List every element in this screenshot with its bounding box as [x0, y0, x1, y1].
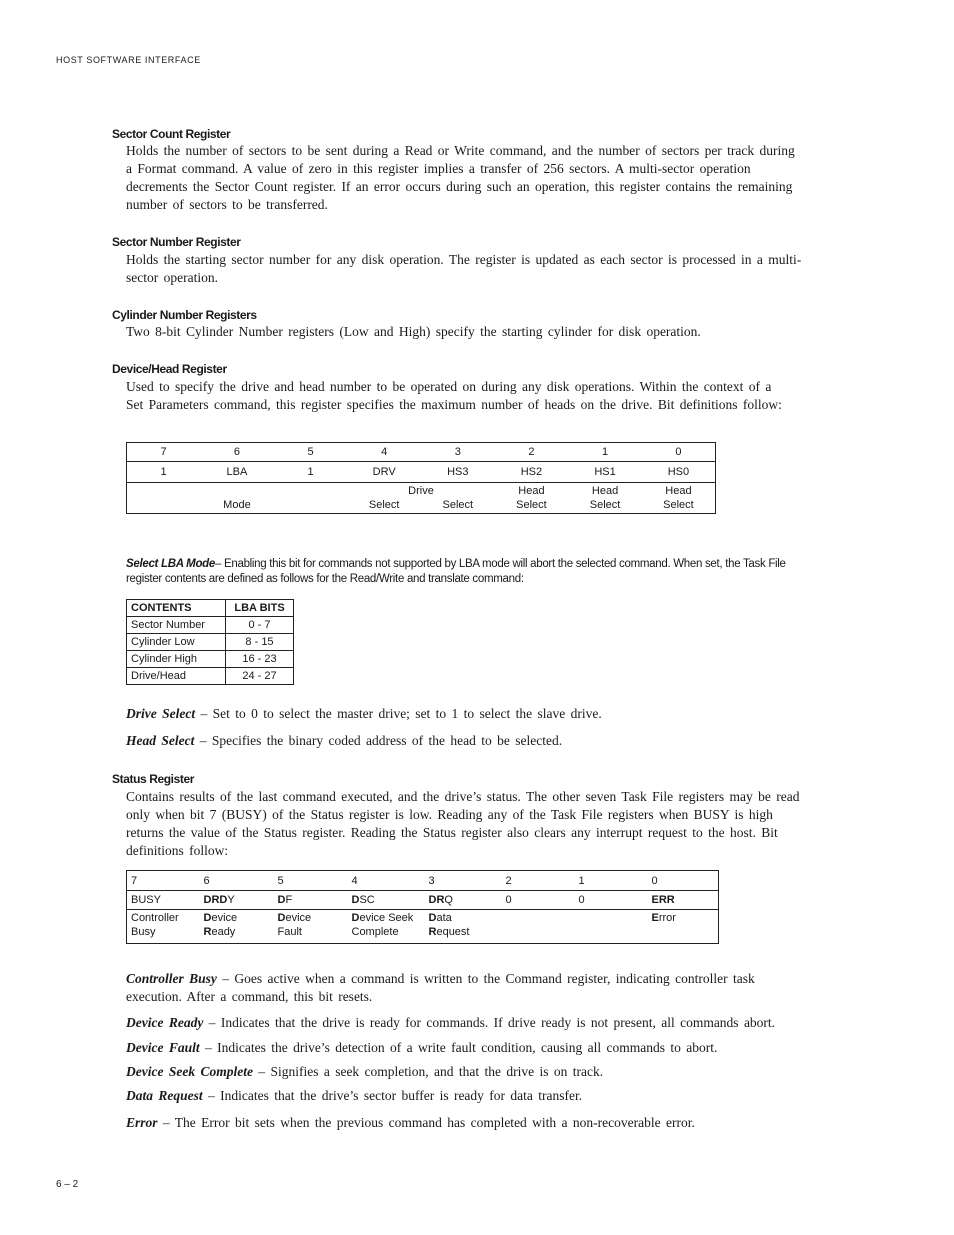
busy-desc-line1: Controller: [131, 912, 179, 924]
def-lead: Device Seek Complete: [126, 1064, 253, 1079]
status-def-device-fault: [126, 1039, 804, 1057]
sector-count-heading: Sector Count Register: [112, 127, 231, 141]
bit-cell: 2: [505, 874, 512, 887]
bit-cell: 0: [675, 446, 682, 458]
lba-header: LBA BITS: [226, 600, 294, 617]
lba-content: Sector Number: [127, 617, 226, 634]
desc-cell: [495, 483, 569, 514]
bit-cell: 2: [528, 446, 535, 458]
bit-cell: 1: [602, 446, 609, 458]
def-lead: Device Ready: [126, 1015, 204, 1030]
lba-content: Cylinder High: [127, 651, 226, 668]
mode-label: Mode: [223, 499, 251, 511]
desc-cell: [200, 483, 274, 514]
drq-rest: Q: [444, 894, 453, 906]
def-lead: Data Request: [126, 1088, 203, 1103]
def-text: – Indicates the drive’s detection of a write fault condition, causing all commands to abort.: [204, 1040, 718, 1055]
drive-select-lead: Drive Select: [126, 706, 196, 721]
busy-desc: [127, 910, 200, 944]
df-desc-b1: D: [277, 912, 286, 924]
drdy-bold: DRD: [203, 894, 228, 906]
busy-cell: BUSY: [127, 891, 200, 910]
sector-count-body: Holds the number of sectors to be sent during a Read or Write command, and the number of sectors per track during a Format command. A value of zero in this register implies a transfer of 256 sectors. A multi-sector operation decrements the Sector Count register. If an error occurs during such an operation, this register contains the remaining number of sectors to be transferred.: [126, 143, 795, 212]
df-bold: D: [277, 894, 286, 906]
dsc-desc: [348, 910, 425, 944]
value-cell: LBA: [200, 462, 274, 483]
bit-cell: 6: [233, 446, 240, 458]
err-bold: ERR: [651, 894, 675, 906]
drive-label: Drive: [408, 485, 434, 497]
sector-number-body: Holds the starting sector number for any disk operation. The register is updated as each sector is processed in a multi-sector operation.: [126, 252, 802, 285]
busy-desc-line2: Busy: [131, 926, 156, 938]
drive-select-labels: [347, 498, 494, 512]
head-label: Head: [518, 485, 545, 497]
df-desc: [274, 910, 348, 944]
bit-cell: 5: [307, 446, 314, 458]
lba-bits: 16 - 23: [226, 651, 294, 668]
def-lead: Device Fault: [126, 1040, 200, 1055]
head-select-lead: Head Select: [126, 733, 195, 748]
df-desc-r1: evice: [285, 912, 312, 924]
table-row: [127, 634, 294, 651]
dsc-cell: [348, 891, 425, 910]
drq-desc-r1: ata: [436, 912, 452, 924]
table-row: [127, 651, 294, 668]
df-rest: F: [285, 894, 293, 906]
dsc-rest: SC: [359, 894, 375, 906]
select-label: Select: [589, 499, 621, 511]
def-text: – Indicates that the drive’s sector buffer is ready for data transfer.: [208, 1088, 583, 1103]
status-bit-row: [127, 871, 719, 891]
bit-number-row: [127, 443, 716, 462]
bit-desc-row: [127, 483, 716, 514]
page-number: 6 – 2: [56, 1179, 79, 1190]
drive-select-def: [126, 705, 804, 723]
status-bit-table: [126, 870, 719, 944]
drdy-desc-r1: evice: [211, 912, 238, 924]
bit-cell: 1: [578, 874, 585, 887]
lba-header: CONTENTS: [127, 600, 226, 617]
lba-bits: 0 - 7: [226, 617, 294, 634]
cylinder-number-heading: Cylinder Number Registers: [112, 308, 257, 322]
device-head-body: Used to specify the drive and head number to be operated on during any disk operations. Within the context of a Set Parameters command, this register specifies the maximum number of heads on the drive. Bit definitions follow:: [126, 379, 782, 412]
select-lba-text: – Enabling this bit for commands not supported by LBA mode will abort the selected command. When set, the Task File register contents are defined as follows for the Read/Write and translate command:: [126, 558, 786, 585]
bit-value-row: [127, 462, 716, 483]
lba-header-row: [127, 600, 294, 617]
bit-cell: 6: [203, 874, 210, 887]
select-label: Select: [516, 499, 547, 511]
value-cell: HS2: [495, 462, 569, 483]
desc-cell: [127, 483, 201, 514]
drdy-desc-b1: D: [203, 912, 212, 924]
device-head-bit-table: [126, 442, 716, 514]
desc-cell: [274, 483, 348, 514]
dsc-bold: D: [351, 894, 360, 906]
status-value-row: [127, 891, 719, 910]
value-cell: 1: [274, 462, 348, 483]
status-def-controller-busy: [126, 970, 798, 1006]
drq-desc-r2: equest: [436, 926, 470, 938]
head-label: Head: [591, 485, 619, 497]
device-head-heading: Device/Head Register: [112, 362, 227, 376]
dsc-desc-r1: evice Seek: [359, 912, 414, 924]
def-lead: Controller Busy: [126, 971, 217, 986]
value-cell: HS1: [568, 462, 642, 483]
status-desc-row: [127, 910, 719, 944]
status-def-device-ready: [126, 1014, 804, 1032]
status-body: Contains results of the last command executed, and the drive’s status. The other seven Task File registers may be read only when bit 7 (BUSY) of the Status register is low. Reading any of the Task File registers when BUSY is high returns the value of the Status register. Reading the Status register also clears any interrupt request to the host. Bit definitions follow:: [126, 789, 800, 858]
lba-content: Cylinder Low: [127, 634, 226, 651]
sector-number-heading: Sector Number Register: [112, 235, 241, 249]
drdy-desc-b2: R: [203, 926, 212, 938]
bit-cell: 3: [428, 874, 435, 887]
drive-select-text: – Set to 0 to select the master drive; set to 1 to select the slave drive.: [200, 706, 602, 721]
df-cell: [274, 891, 348, 910]
err-desc-r: rror: [658, 912, 676, 924]
bit-cell: 7: [160, 446, 167, 458]
drq-desc-b2: R: [428, 926, 437, 938]
def-text: – Signifies a seek completion, and that the drive is on track.: [258, 1064, 604, 1079]
table-row: [127, 617, 294, 634]
head-select-def: [126, 732, 804, 750]
drq-bold: DR: [428, 894, 445, 906]
lba-table: [126, 599, 294, 685]
def-lead: Error: [126, 1115, 158, 1130]
status-def-seek-complete: [126, 1063, 804, 1081]
bit-cell: 4: [351, 874, 358, 887]
drive-select-right: Select: [442, 499, 474, 511]
cylinder-number-body: Two 8-bit Cylinder Number registers (Low and High) specify the starting cylinder for disk operation.: [126, 324, 701, 339]
def-text: – Indicates that the drive is ready for commands. If drive ready is not present, all commands abort.: [208, 1015, 776, 1030]
value-cell: DRV: [347, 462, 421, 483]
drive-select-cell: [347, 483, 494, 514]
lba-bits: 24 - 27: [226, 668, 294, 685]
bit-cell: 7: [131, 874, 138, 887]
drdy-desc-r2: eady: [211, 926, 236, 938]
err-desc-b: E: [651, 912, 659, 924]
running-header: HOST SOFTWARE INTERFACE: [56, 55, 201, 65]
bit2-cell: 0: [502, 891, 575, 910]
value-cell: 1: [127, 462, 201, 483]
head-label: Head: [665, 485, 692, 497]
err-desc: [648, 910, 719, 944]
desc-cell: [502, 910, 575, 944]
drq-cell: [425, 891, 502, 910]
table-row: [127, 668, 294, 685]
bit-cell: 3: [454, 446, 461, 458]
desc-cell: [575, 910, 648, 944]
status-def-error: [126, 1114, 804, 1132]
drdy-desc: [200, 910, 274, 944]
err-cell: [648, 891, 719, 910]
status-heading: Status Register: [112, 772, 195, 786]
select-lba-note: [126, 557, 798, 587]
status-def-data-request: [126, 1087, 804, 1105]
drq-desc-b1: D: [428, 912, 437, 924]
dsc-desc-line2: Complete: [351, 926, 399, 938]
select-lba-lead: Select LBA Mode: [126, 558, 216, 570]
dsc-desc-b1: D: [351, 912, 360, 924]
df-desc-line2: Fault: [277, 926, 302, 938]
bit-cell: 0: [651, 874, 658, 887]
desc-cell: [642, 483, 716, 514]
lba-content: Drive/Head: [127, 668, 226, 685]
lba-bits: 8 - 15: [226, 634, 294, 651]
desc-cell: [568, 483, 642, 514]
value-cell: HS0: [642, 462, 716, 483]
def-text: – Goes active when a command is written to the Command register, indicating controller task execution. After a command, this bit resets.: [126, 971, 755, 1004]
head-select-text: – Specifies the binary coded address of the head to be selected.: [199, 733, 563, 748]
drdy-cell: [200, 891, 274, 910]
drive-select-left: Select: [368, 499, 400, 511]
select-label: Select: [663, 499, 694, 511]
drdy-rest: Y: [227, 894, 235, 906]
bit1-cell: 0: [575, 891, 648, 910]
bit-cell: 5: [277, 874, 284, 887]
drq-desc: [425, 910, 502, 944]
bit-cell: 4: [381, 446, 388, 458]
def-text: – The Error bit sets when the previous command has completed with a non-recoverable error.: [162, 1115, 695, 1130]
value-cell: HS3: [421, 462, 495, 483]
